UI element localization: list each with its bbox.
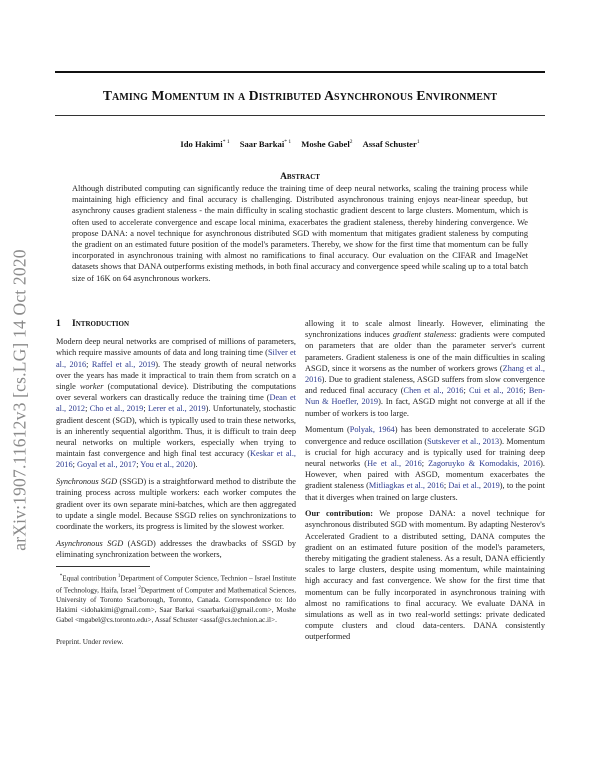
text: ). Due to gradient staleness, ASGD suffers from slow convergence and reduced final accuracy ( — [305, 375, 545, 396]
text: ). The steady growth of neural networks over the years has made it impractical to train them from scratch on a single — [56, 359, 296, 392]
paragraph — [305, 424, 545, 502]
citation-link[interactable]: Goyal et al., 2017 — [76, 460, 137, 470]
author-affiliation-mark: * 1 — [222, 139, 230, 146]
citation-link[interactable]: Ben-Nun & Hoefler, 2019 — [305, 386, 545, 407]
author-affiliation-mark: 1 — [416, 139, 420, 146]
citation-link[interactable]: Zhang et al., 2016 — [305, 363, 546, 385]
text: allowing it to scale almost linearly. However, eliminating the synchronizations induces — [305, 319, 545, 340]
author-name: Saar Barkai — [239, 139, 285, 149]
author — [301, 139, 352, 149]
footnote-mark: 2 — [138, 586, 141, 592]
author-affiliation-mark: * 1 — [284, 139, 292, 146]
text: ; — [523, 386, 529, 396]
author-affiliation-mark: 2 — [349, 139, 353, 146]
paragraph — [305, 318, 545, 419]
text: : gradients were computed on parameters that are older than the parameter server's current parameters. Gradient staleness is one of the main difficulties in scaling ASGD, since it worsens as the number of workers grows ( — [305, 330, 546, 373]
paragraph-lead: Our contribution: — [305, 509, 374, 519]
emphasis: gradient staleness — [392, 330, 455, 340]
text: ). However, when paired with ASGD, momentum exacerbates the gradient staleness ( — [305, 458, 545, 491]
paragraph — [56, 476, 296, 532]
footnote-rule — [56, 566, 150, 567]
citation-link[interactable]: Keskar et al., 2016 — [56, 449, 296, 470]
text: Department of Computer and Mathematical Sciences, University of Toronto Scarborough, Toronto, Canada. Correspondence to: Ido Hakimi <idohakimi@gmail.com>, Saar Barkai <saarbarkai@gmail.com>, Moshe Gabel <mgabel@cs.toronto.edu>, Assaf Schuster <assaf@cs.technion.ac.il>. — [56, 586, 297, 625]
text: ; — [143, 404, 148, 414]
right-column — [305, 318, 545, 648]
text: ; — [136, 460, 141, 470]
citation-link[interactable]: Dean et al., 2012 — [56, 393, 296, 414]
citation-link[interactable]: Lerer et al., 2019 — [147, 404, 206, 414]
title-rule-bottom — [55, 115, 545, 116]
paper-title: Taming Momentum in a Distributed Asynchronous Environment — [102, 88, 498, 103]
citation-link[interactable]: Mitliagkas et al., 2016 — [368, 481, 444, 491]
citation-link[interactable]: Cho et al., 2019 — [89, 404, 144, 414]
emphasis: worker — [79, 382, 104, 392]
author — [240, 139, 291, 149]
text: ). — [192, 460, 198, 470]
abstract-text: Although distributed computing can significantly reduce the training time of deep neural networks, scaling the training process while maintaining high efficiency and final accuracy is challenging. Distributed asynchronous training enjoys near-linear speedup, but asynchrony causes gradient staleness - the main difficulty in scaling stochastic gradient descent to large clusters. Momentum, which is often used to accelerate convergence and escape local minima, exacerbates the gradient staleness, thereby hindering convergence. We propose DANA: a novel technique for asynchronous distributed SGD with momentum that mitigates gradient staleness by computing the gradient on an estimated future position of the model's parameters. Thereby, we show for the first time that momentum can be fully incorporated in asynchronous training with almost no ramifications to final accuracy. Our evaluation on the CIFAR and ImageNet datasets shows that DANA outperforms existing methods, in both final accuracy and convergence speed while scaling up to a total batch size of 16K on 64 asynchronous workers. — [72, 184, 528, 283]
preprint-note: Preprint. Under review. — [56, 637, 124, 646]
author — [180, 139, 229, 149]
arxiv-stamp-text: arXiv:1907.11612v3 [cs.LG] 14 Oct 2020 — [9, 249, 30, 551]
text: Department of Computer Science, Technion – Israel Institute of Technology, Haifa, Israel — [56, 574, 296, 595]
citation-link[interactable]: He et al., 2016 — [367, 458, 422, 468]
citation-link[interactable]: Polyak, 1964 — [349, 425, 395, 435]
citation-link[interactable]: Silver et al., 2016 — [56, 348, 296, 369]
citation-link[interactable]: Sutskever et al., 2013 — [427, 436, 500, 446]
text: We propose DANA: a novel technique for asynchronous distributed SGD with momentum. By adapting Nesterov's Accelerated Gradient to a distributed setting, DANA computes the gradient on an estimated future position of the model's parameters, thereby mitigating the gradient staleness. As a result, DANA efficiently scales to large clusters, despite using momentum, while maintaining high accuracy and fast convergence. We show for the first time that momentum can be fully incorporated in asynchronous training with almost no ramifications to final accuracy. We evaluate DANA in simulations as well as in two real-world settings: private dedicated compute clusters and cloud data-centers. DANA consistently outperformed — [305, 509, 545, 642]
text: ; — [421, 458, 429, 468]
text: (SSGD) is a straightforward method to distribute the training process across multiple workers: each worker computes the gradient over its own separate mini-batches, which are then aggregated to update a single model. Because SSGD relies on synchronizations to coordinate the workers, its progress is limited by the slowest worker. — [56, 477, 296, 531]
text: ; — [85, 404, 90, 414]
paragraph — [56, 336, 296, 470]
author-name: Assaf Schuster — [362, 139, 417, 149]
text: ) has been demonstrated to accelerate SGD convergence and reduce oscillation ( — [305, 425, 545, 446]
author-name: Ido Hakimi — [180, 139, 223, 149]
left-column — [56, 318, 296, 648]
citation-link[interactable]: Zagoruyko & Komodakis, 2016 — [428, 458, 541, 468]
text: ; — [463, 386, 469, 396]
citation-link[interactable]: You et al., 2020 — [140, 460, 193, 470]
footnote-mark: * — [59, 574, 63, 580]
paragraph — [305, 508, 545, 642]
text: ; — [86, 359, 92, 369]
footnote — [56, 572, 296, 626]
footnote-mark: 1 — [117, 574, 121, 580]
author-list — [55, 139, 545, 149]
text: ), to the point that it diverges when trained on large clusters. — [305, 481, 545, 502]
emphasis: Asynchronous SGD — [56, 538, 124, 548]
title-rule-top — [55, 71, 545, 73]
citation-link[interactable]: Raffel et al., 2019 — [91, 359, 156, 369]
author — [363, 139, 420, 149]
abstract-heading: Abstract — [280, 172, 320, 182]
text: Momentum ( — [305, 425, 350, 435]
paragraph — [56, 538, 296, 560]
text: Modern deep neural networks are comprised of millions of parameters, which require massive amounts of data and long training time ( — [56, 337, 296, 358]
section-heading-introduction — [56, 318, 296, 329]
text: (ASGD) addresses the drawbacks of SSGD by eliminating synchronization between the workers, — [56, 538, 296, 559]
section-title: Introduction — [72, 318, 130, 329]
section-number: 1 — [56, 318, 61, 329]
text: ; — [72, 460, 77, 470]
text: ). Unfortunately, stochastic gradient descent (SGD), which is typically used to train these networks, is an inherently sequential algorithm. Thus, it is difficult to train deep neural networks on multiple workers, especially when trying to maintain fast convergence and high final test accuracy ( — [56, 404, 296, 459]
text: ; — [443, 481, 449, 491]
emphasis: Synchronous SGD — [56, 477, 118, 487]
text: ). Momentum is crucial for high accuracy and is typically used for training deep neural networks ( — [305, 436, 545, 468]
citation-link[interactable]: Dai et al., 2019 — [448, 481, 500, 491]
arxiv-stamp — [3, 180, 37, 620]
text: ). In fact, ASGD might not converge at all if the number of workers is too large. — [305, 397, 545, 418]
citation-link[interactable]: Chen et al., 2016 — [403, 386, 464, 396]
author-name: Moshe Gabel — [301, 139, 350, 149]
text: Equal contribution — [62, 574, 118, 583]
text: (computational device). Distributing the computations over several workers can drastically reduce the training time ( — [56, 382, 296, 403]
citation-link[interactable]: Cui et al., 2016 — [468, 386, 524, 396]
